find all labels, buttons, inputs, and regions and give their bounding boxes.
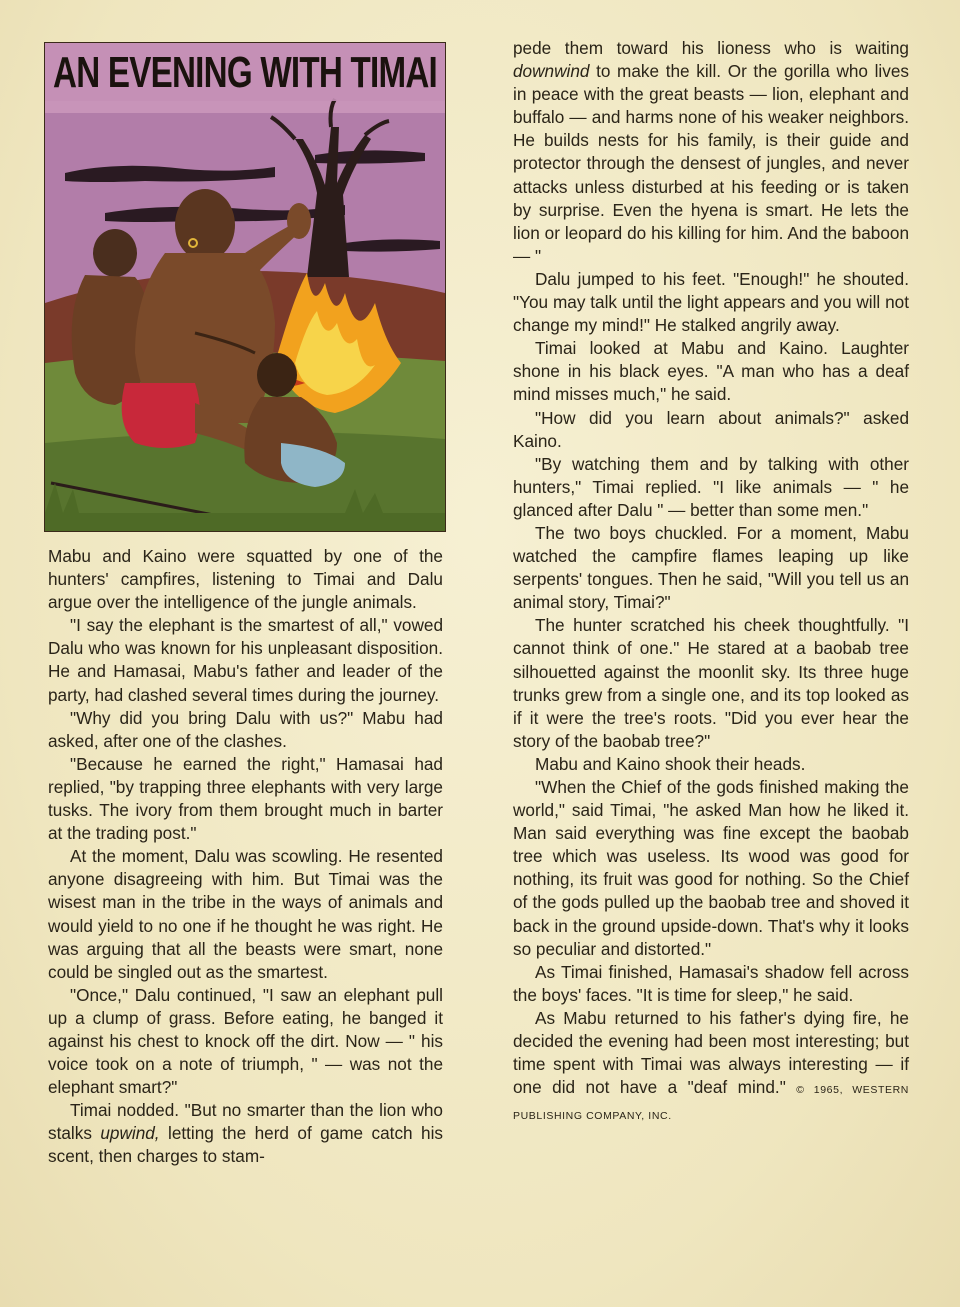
emphasis-text: upwind, xyxy=(100,1123,160,1144)
paragraph-text: to make the kill. Or the gorilla who lives in peace with the great beasts — lion, elephant and buffalo — and harms none of his weaker neighbors. He builds nests for his family, is their guide and protector through the densest of jungles, and never attacks unless disturbed at his feeding or is taken by surprise. Even the hyena is smart. He lets the lion or leopard do his killing for him. And the baboon — " xyxy=(513,61,909,266)
paragraph-text: Timai nodded. "But no smarter than the lion who stalks xyxy=(48,1100,443,1144)
paragraph-text: As Mabu returned to his father's dying fire, he decided the evening had been most interesting; but time spent with Timai was always interesting — if one did not have a "deaf mind." xyxy=(513,1007,909,1098)
paragraph: "Once," Dalu continued, "I saw an elephant pull up a clump of grass. Before eating, he banged it against his chest to knock off the dirt. Now — " his voice took on a note of triumph, " — was not the elephant smart?" xyxy=(48,984,443,1098)
paragraph: "When the Chief of the gods finished making the world," said Timai, "he asked Man how he liked it. Man said everything was fine except the baobab tree which was useless. Its wood was good for nothing, its fruit was good for nothing. So the Chief of the gods pulled up the baobab tree and shoved it back in the ground upside-down. That's why it looks so peculiar and distorted." xyxy=(513,777,909,959)
paragraph: As Timai finished, Hamasai's shadow fell across the boys' faces. "It is time for sleep," he said. xyxy=(513,961,909,1005)
story-title: AN EVENING WITH TIMAI xyxy=(53,48,437,97)
paragraph-text: letting the herd of game catch his scent, then charges to stam- xyxy=(48,1123,443,1167)
story-illustration xyxy=(44,42,446,532)
paragraph xyxy=(513,37,909,268)
paragraph: Mabu and Kaino shook their heads. xyxy=(535,753,806,774)
paragraph: The hunter scratched his cheek thoughtfully. "I cannot think of one." He stared at a baobab tree silhouetted against the moonlit sky. Its three huge trunks grew from a single one, and its top looked as if it were the tree's roots. "Did you ever hear the story of the baobab tree?" xyxy=(513,615,909,751)
paragraph: "Why did you bring Dalu with us?" Mabu had asked, after one of the clashes. xyxy=(48,707,443,751)
paragraph: Timai looked at Mabu and Kaino. Laughter shone in his black eyes. "A man who has a deaf mind misses much," he said. xyxy=(513,338,909,405)
paragraph: At the moment, Dalu was scowling. He resented anyone disagreeing with him. But Timai was the wisest man in the tribe in the ways of animals and would yield to no one if he thought he was right. He was arguing that all the beasts were smart, none could be singled out as the smartest. xyxy=(48,846,443,982)
paragraph: Dalu jumped to his feet. "Enough!" he shouted. "You may talk until the light appears and you will not change my mind!" He stalked angrily away. xyxy=(513,268,909,336)
paragraph: "By watching them and by talking with other hunters," Timai replied. "I like animals — " he glanced after Dalu " — better than some men." xyxy=(513,453,909,520)
paragraph xyxy=(513,1007,909,1128)
left-column xyxy=(48,545,443,1169)
copyright-notice: © 1965, WESTERN PUBLISHING COMPANY, INC. xyxy=(513,1084,909,1123)
paragraph: The two boys chuckled. For a moment, Mabu watched the campfire flames leaping up like serpents' tongues. Then he said, "Will you tell us an animal story, Timai?" xyxy=(513,522,909,613)
paragraph: Mabu and Kaino were squatted by one of the hunters' campfires, listening to Timai and Dalu argue over the intelligence of the jungle animals. xyxy=(48,546,443,613)
right-column xyxy=(513,37,909,1128)
paragraph: "How did you learn about animals?" asked Kaino. xyxy=(513,407,909,451)
emphasis-text: downwind xyxy=(513,61,590,82)
paragraph-text: pede them toward his lioness who is waiting xyxy=(513,38,909,58)
paragraph: "Because he earned the right," Hamasai had replied, "by trapping three elephants with very large tusks. The ivory from them brought much in barter at the trading post." xyxy=(48,753,443,844)
paragraph xyxy=(48,1099,443,1168)
paragraph: "I say the elephant is the smartest of all," vowed Dalu who was known for his unpleasant disposition. He and Hamasai, Mabu's father and leader of the party, had clashed several times during the journey. xyxy=(48,615,443,705)
